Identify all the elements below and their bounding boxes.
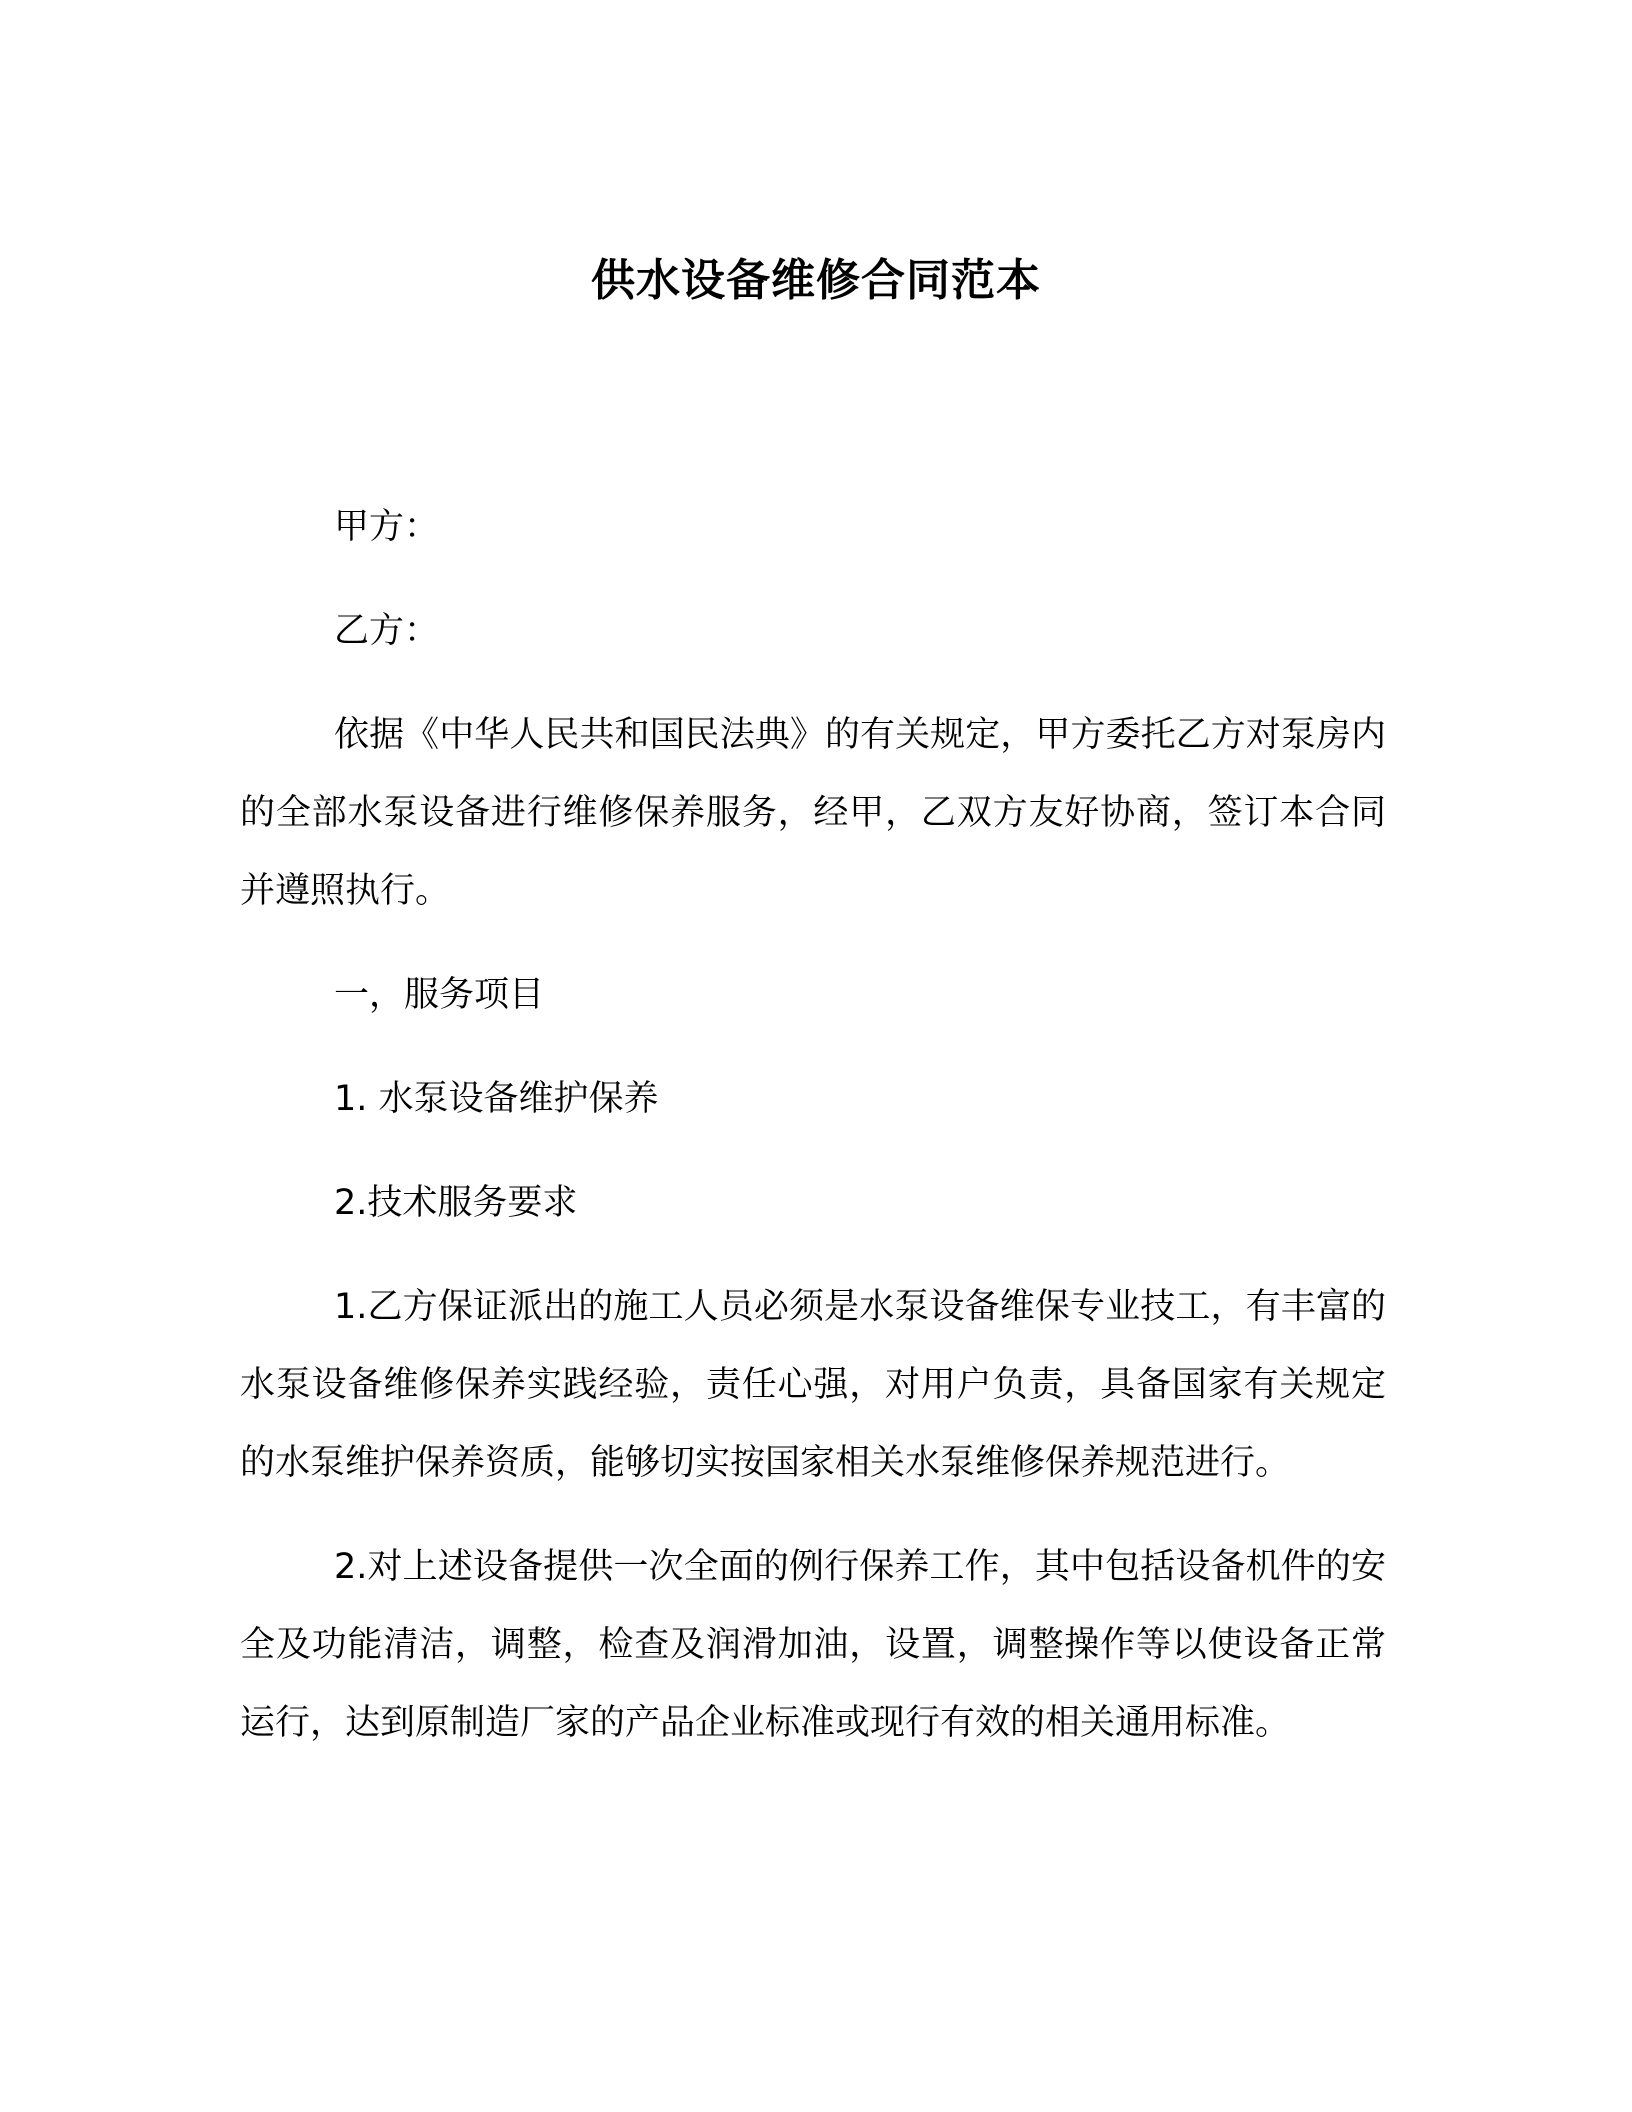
document-body bbox=[240, 488, 1386, 1762]
preamble-paragraph: 依据《中华人民共和国民法典》的有关规定，甲方委托乙方对泵房内的全部水泵设备进行维修保养服务，经甲，乙双方友好协商，签订本合同并遵照执行。 bbox=[240, 715, 1386, 911]
party-b-line: 乙方： bbox=[334, 611, 440, 651]
requirement-paragraph-2: 2.对上述设备提供一次全面的例行保养工作，其中包括设备机件的安全及功能清洁，调整，检查及润滑加油，设置，调整操作等以使设备正常运行，达到原制造厂家的产品企业标准或现行有效的相关通用标准。 bbox=[240, 1547, 1386, 1743]
section-heading-service-items: 一，服务项目 bbox=[334, 975, 545, 1015]
requirement-paragraph-1: 1.乙方保证派出的施工人员必须是水泵设备维保专业技工，有丰富的水泵设备维修保养实践经验，责任心强，对用户负责，具备国家有关规定的水泵维护保养资质，能够切实按国家相关水泵维修保养规范进行。 bbox=[240, 1287, 1386, 1483]
service-item-2: 2.技术服务要求 bbox=[334, 1183, 578, 1223]
service-item-1: 1. 水泵设备维护保养 bbox=[334, 1079, 659, 1119]
document-title: 供水设备维修合同范本 bbox=[591, 255, 1041, 307]
party-a-line: 甲方： bbox=[334, 507, 440, 547]
